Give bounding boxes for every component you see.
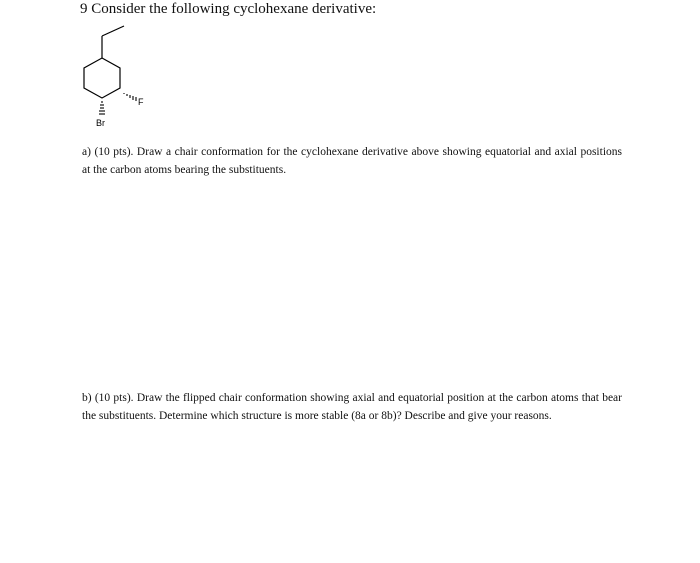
ethyl-bond-2: [102, 26, 124, 36]
bromine-label: Br: [96, 118, 105, 128]
part-a-text: a) (10 pts). Draw a chair conformation for the cyclohexane derivative above showing equatorial and axial positions at the carbon atoms bearing the substituents.: [82, 146, 622, 176]
cyclohexane-ring: [84, 58, 120, 98]
question-title: 9 Consider the following cyclohexane derivative:: [80, 1, 377, 17]
fluorine-label: F: [138, 97, 144, 107]
cyclohexane-derivative-structure: [80, 22, 170, 132]
part-b-text: b) (10 pts). Draw the flipped chair conformation showing axial and equatorial position at the carbon atoms that bear the substituents. Determine which structure is more stable (8a or 8b)? Describe and give your reasons.: [82, 392, 622, 422]
hashed-bond-fluorine: [124, 93, 136, 101]
molecule-drawing: [80, 22, 170, 132]
hashed-bond-bromine: [99, 102, 105, 114]
